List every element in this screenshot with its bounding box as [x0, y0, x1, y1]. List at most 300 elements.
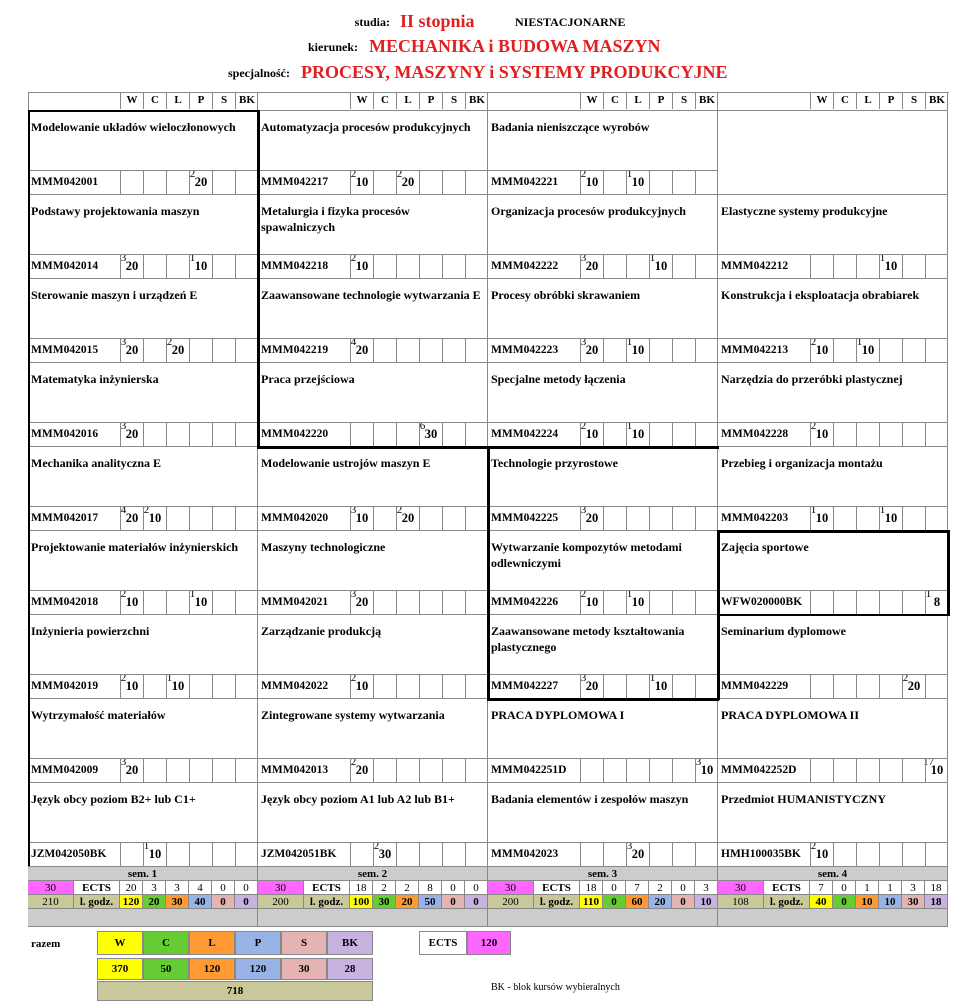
course-hours-c	[603, 254, 626, 278]
semester-hours-w: 120	[120, 895, 143, 909]
course-name: Maszyny technologiczne	[261, 540, 386, 554]
course-hours-bk	[235, 254, 258, 278]
course-hours-p	[189, 758, 212, 782]
course-cell	[28, 447, 258, 531]
course-hours-p	[649, 758, 672, 782]
semester-ects-l: 3	[166, 881, 189, 895]
course-name: Wytrzymałość materiałów	[31, 708, 166, 722]
course-hours-c	[143, 254, 166, 278]
course-hours-p: 10	[649, 674, 672, 698]
razem-header-bk: BK	[327, 931, 373, 955]
semester-ects-total: 30	[718, 881, 764, 895]
course-hours-w: 10	[350, 674, 373, 698]
course-name: Mechanika analityczna E	[31, 456, 162, 470]
course-cell	[488, 111, 718, 195]
course-hours-s	[212, 506, 235, 530]
course-code: MMM042022	[258, 674, 350, 698]
course-hours-bk	[695, 338, 718, 362]
course-hours-w	[810, 674, 833, 698]
course-hours-p	[419, 842, 442, 866]
course-code: MMM042019	[28, 674, 120, 698]
course-ects-w: 2	[810, 420, 817, 432]
course-hours-w	[580, 758, 603, 782]
course-hours-c	[373, 590, 396, 614]
course-code: MMM042219	[258, 338, 350, 362]
course-cell	[258, 195, 488, 279]
course-hours-p	[879, 842, 902, 866]
course-name: Zintegrowane systemy wytwarzania	[261, 708, 445, 722]
course-hours-p	[419, 170, 442, 194]
course-ects-bk: 1	[925, 588, 932, 600]
course-hours-l: 20	[626, 842, 649, 866]
course-code: MMM042222	[488, 254, 580, 278]
course-hours-l	[166, 590, 189, 614]
course-hours-w: 20	[120, 422, 143, 446]
studia-label: studia:	[354, 15, 390, 29]
semester-hours-w: 110	[580, 895, 603, 909]
course-hours-p: 10	[879, 254, 902, 278]
course-hours-bk: 10	[925, 758, 948, 782]
course-ects-p: 1	[649, 672, 656, 684]
course-ects-p: 1	[649, 252, 656, 264]
semester-hours-bk: 18	[925, 895, 948, 909]
course-code: MMM042228	[718, 422, 810, 446]
course-name: Modelowanie układów wieloczłonowych	[31, 120, 236, 134]
course-ects-w: 2	[810, 336, 817, 348]
semester-header-row	[488, 92, 718, 111]
course-name: Metalurgia i fizyka procesów spawalniczych	[261, 204, 410, 234]
course-ects-c: 1	[143, 840, 150, 852]
kierunek-value: MECHANIKA i BUDOWA MASZYN	[369, 36, 661, 56]
course-hours-l	[166, 170, 189, 194]
course-ects-w: 3	[120, 420, 127, 432]
semester-ects-label: ECTS	[74, 881, 120, 895]
course-hours-s	[212, 170, 235, 194]
column-header-l: L	[626, 92, 649, 109]
semester-ects-w: 20	[120, 881, 143, 895]
course-hours-c	[143, 758, 166, 782]
course-code: MMM042018	[28, 590, 120, 614]
course-cell	[258, 699, 488, 783]
course-hours-bk	[465, 590, 488, 614]
course-hours-s	[902, 590, 925, 614]
course-hours-bk	[695, 506, 718, 530]
course-hours-l	[856, 254, 879, 278]
course-ects-w: 3	[580, 252, 587, 264]
block-border	[257, 110, 260, 447]
course-hours-s	[212, 590, 235, 614]
semester-hours-l: 10	[856, 895, 879, 909]
semester-footer-bar	[28, 909, 258, 927]
course-code: MMM042252D	[718, 758, 810, 782]
course-hours-l	[856, 674, 879, 698]
course-name: Zaawansowane technologie wytwarzania E	[261, 288, 481, 302]
course-ects-p: 1	[879, 252, 886, 264]
course-ects-w: 2	[350, 756, 357, 768]
course-ects-w: 3	[350, 588, 357, 600]
semester-hours-w: 100	[350, 895, 373, 909]
course-name: Język obcy poziom A1 lub A2 lub B1+	[261, 792, 455, 806]
course-name: Przedmiot HUMANISTYCZNY	[721, 792, 886, 806]
kierunek-label: kierunek:	[307, 40, 358, 54]
razem-value-l: 120	[189, 958, 235, 980]
course-hours-l	[856, 590, 879, 614]
semester-ects-w: 7	[810, 881, 833, 895]
semester-ects-bk: 3	[695, 881, 718, 895]
course-cell	[718, 783, 948, 867]
semester-hours-p: 50	[419, 895, 442, 909]
course-cell	[718, 615, 948, 699]
course-hours-c	[373, 422, 396, 446]
semester-hours-total: 108	[718, 895, 764, 909]
course-hours-s	[212, 674, 235, 698]
course-hours-p	[649, 590, 672, 614]
course-name: Zajęcia sportowe	[721, 540, 809, 554]
course-hours-bk	[235, 506, 258, 530]
semester-hours-w: 40	[810, 895, 833, 909]
semester-header-row	[28, 92, 258, 111]
course-ects-w: 2	[580, 588, 587, 600]
razem-total: 718	[97, 981, 373, 1001]
course-ects-l: 1	[626, 588, 633, 600]
semester-ects-total: 30	[488, 881, 534, 895]
course-cell	[258, 447, 488, 531]
course-hours-p	[649, 506, 672, 530]
course-hours-l: 10	[626, 338, 649, 362]
semester-ects-c: 3	[143, 881, 166, 895]
block-border	[947, 530, 950, 616]
course-ects-w: 2	[120, 588, 127, 600]
course-ects-l: 2	[396, 504, 403, 516]
column-header-s: S	[442, 92, 465, 109]
course-code: MMM042223	[488, 338, 580, 362]
semester-ects-bk: 0	[465, 881, 488, 895]
course-hours-p: 10	[189, 590, 212, 614]
course-hours-s	[902, 758, 925, 782]
course-hours-s	[902, 254, 925, 278]
course-name: Sterowanie maszyn i urządzeń E	[31, 288, 198, 302]
semester-ects-p: 2	[649, 881, 672, 895]
course-hours-p	[649, 338, 672, 362]
semester-label: sem. 3	[488, 867, 718, 881]
semester-hours-c: 30	[373, 895, 396, 909]
course-cell	[718, 699, 948, 783]
course-hours-l	[856, 842, 879, 866]
course-hours-w	[810, 590, 833, 614]
course-ects-bk: 3	[695, 756, 702, 768]
course-hours-w: 10	[580, 422, 603, 446]
column-header-p: P	[879, 92, 902, 109]
course-code: MMM042224	[488, 422, 580, 446]
course-hours-s	[442, 842, 465, 866]
semester-footer-bar	[488, 909, 718, 927]
course-cell	[28, 699, 258, 783]
column-header-l: L	[396, 92, 419, 109]
course-hours-l	[166, 254, 189, 278]
course-hours-bk	[465, 842, 488, 866]
block-border	[487, 698, 719, 701]
course-hours-p	[879, 674, 902, 698]
course-hours-p	[419, 338, 442, 362]
semester-footer-bar	[258, 909, 488, 927]
semester-hours-s: 0	[212, 895, 235, 909]
semester-ects-p: 4	[189, 881, 212, 895]
course-hours-s	[902, 422, 925, 446]
course-ects-w: 2	[350, 168, 357, 180]
razem-value-w: 370	[97, 958, 143, 980]
course-hours-p: 10	[879, 506, 902, 530]
course-ects-w: 3	[580, 336, 587, 348]
course-name: Technologie przyrostowe	[491, 456, 618, 470]
course-ects-s: 2	[902, 672, 909, 684]
course-cell	[28, 363, 258, 447]
course-name: Modelowanie ustrojów maszyn E	[261, 456, 431, 470]
semester-hours-bk: 0	[465, 895, 488, 909]
course-ects-p: 1	[879, 504, 886, 516]
semester-hours-l: 20	[396, 895, 419, 909]
course-name: Projektowanie materiałów inżynierskich	[31, 540, 239, 554]
razem-value-c: 50	[143, 958, 189, 980]
course-hours-l	[396, 338, 419, 362]
course-hours-l	[626, 758, 649, 782]
course-hours-l: 10	[626, 170, 649, 194]
course-ects-w: 2	[580, 420, 587, 432]
semester-ects-s: 0	[442, 881, 465, 895]
semester-hours-total: 210	[28, 895, 74, 909]
course-hours-p	[189, 674, 212, 698]
course-hours-l: 10	[166, 674, 189, 698]
course-hours-l	[166, 758, 189, 782]
course-hours-s	[442, 170, 465, 194]
course-code: MMM042251D	[488, 758, 580, 782]
course-cell	[28, 531, 258, 615]
course-code: MMM042220	[258, 422, 350, 446]
razem-header-l: L	[189, 931, 235, 955]
course-name: Wytwarzanie kompozytów metodami odlewniczymi	[491, 540, 682, 570]
column-header-c: C	[603, 92, 626, 109]
course-hours-l	[856, 506, 879, 530]
semester-ects-c: 0	[833, 881, 856, 895]
course-hours-p	[879, 338, 902, 362]
semester-hours-p: 20	[649, 895, 672, 909]
semester-ects-total: 30	[28, 881, 74, 895]
course-name: Specjalne metody łączenia	[491, 372, 626, 386]
course-hours-s	[902, 842, 925, 866]
course-hours-p	[649, 842, 672, 866]
course-cell	[258, 615, 488, 699]
course-hours-w	[810, 254, 833, 278]
course-hours-c	[603, 170, 626, 194]
specjalnosc-value: PROCESY, MASZYNY i SYSTEMY PRODUKCYJNE	[301, 62, 728, 82]
semester-hours-label: l. godz.	[74, 895, 120, 909]
course-code: MMM042227	[488, 674, 580, 698]
course-hours-c	[833, 842, 856, 866]
course-name: Język obcy poziom B2+ lub C1+	[31, 792, 196, 806]
course-hours-bk	[695, 422, 718, 446]
course-hours-w: 10	[810, 338, 833, 362]
course-code: MMM042023	[488, 842, 580, 866]
block-border	[487, 446, 490, 700]
course-hours-bk: 10	[695, 758, 718, 782]
course-hours-s	[672, 842, 695, 866]
course-hours-l	[856, 422, 879, 446]
studia-value: II stopnia	[400, 11, 475, 31]
curriculum-grid	[28, 92, 949, 923]
semester-hours-s: 0	[442, 895, 465, 909]
course-code: MMM042020	[258, 506, 350, 530]
course-ects-w: 4	[120, 504, 127, 516]
course-hours-p	[649, 170, 672, 194]
column-header-l: L	[856, 92, 879, 109]
course-code: MMM042021	[258, 590, 350, 614]
course-hours-bk	[695, 254, 718, 278]
course-hours-p	[189, 842, 212, 866]
course-hours-p	[879, 590, 902, 614]
block-border	[28, 110, 30, 866]
course-hours-s	[442, 506, 465, 530]
course-hours-c	[373, 170, 396, 194]
course-hours-s	[672, 254, 695, 278]
course-hours-bk	[465, 422, 488, 446]
course-hours-bk	[925, 422, 948, 446]
course-hours-p	[879, 758, 902, 782]
course-hours-c	[833, 674, 856, 698]
course-ects-p: 6	[419, 420, 426, 432]
course-hours-w: 20	[120, 506, 143, 530]
course-name: Automatyzacja procesów produkcyjnych	[261, 120, 471, 134]
course-cell	[718, 531, 948, 615]
razem-header-c: C	[143, 931, 189, 955]
course-hours-w: 20	[580, 338, 603, 362]
course-hours-l: 10	[626, 422, 649, 446]
course-cell	[258, 279, 488, 363]
column-header-s: S	[672, 92, 695, 109]
semester-hours-c: 20	[143, 895, 166, 909]
course-cell	[258, 783, 488, 867]
course-hours-bk	[695, 674, 718, 698]
course-hours-s: 20	[902, 674, 925, 698]
course-hours-c	[373, 506, 396, 530]
course-name: PRACA DYPLOMOWA I	[491, 708, 625, 722]
course-hours-c	[833, 758, 856, 782]
course-hours-c	[833, 422, 856, 446]
course-cell	[718, 111, 948, 195]
semester-hours-bk: 10	[695, 895, 718, 909]
course-hours-bk	[235, 170, 258, 194]
course-hours-bk	[925, 254, 948, 278]
course-code: MMM042017	[28, 506, 120, 530]
semester-hours-s: 30	[902, 895, 925, 909]
course-hours-l	[166, 506, 189, 530]
semester-hours-p: 40	[189, 895, 212, 909]
course-code: MMM042016	[28, 422, 120, 446]
course-hours-c: 10	[143, 842, 166, 866]
razem-header-p: P	[235, 931, 281, 955]
column-header-s: S	[902, 92, 925, 109]
course-code: MMM042001	[28, 170, 120, 194]
course-hours-c	[833, 506, 856, 530]
course-hours-s	[672, 422, 695, 446]
semester-ects-p: 8	[419, 881, 442, 895]
course-hours-c	[603, 842, 626, 866]
course-ects-c: 2	[143, 504, 150, 516]
course-hours-l	[396, 842, 419, 866]
course-name: Konstrukcja i eksploatacja obrabiarek	[721, 288, 920, 302]
course-code: MMM042217	[258, 170, 350, 194]
razem-value-s: 30	[281, 958, 327, 980]
course-hours-bk	[925, 338, 948, 362]
course-cell	[488, 447, 718, 531]
semester-label: sem. 1	[28, 867, 258, 881]
course-code: MMM042221	[488, 170, 580, 194]
course-hours-p: 30	[419, 422, 442, 446]
course-hours-w: 20	[120, 338, 143, 362]
semester-ects-p: 1	[879, 881, 902, 895]
course-hours-c: 10	[143, 506, 166, 530]
course-name: Zaawansowane metody kształtowania plastycznego	[491, 624, 685, 654]
course-ects-l: 1	[626, 168, 633, 180]
course-hours-w: 10	[580, 590, 603, 614]
course-cell	[718, 195, 948, 279]
course-hours-w: 10	[350, 254, 373, 278]
course-hours-l	[626, 506, 649, 530]
semester-ects-label: ECTS	[764, 881, 810, 895]
course-code: MMM042213	[718, 338, 810, 362]
semester-ects-label: ECTS	[304, 881, 350, 895]
course-hours-bk	[235, 842, 258, 866]
course-name: Organizacja procesów produkcyjnych	[491, 204, 686, 218]
column-header-s: S	[212, 92, 235, 109]
column-header-p: P	[649, 92, 672, 109]
semester-ects-l: 1	[856, 881, 879, 895]
course-cell	[718, 363, 948, 447]
course-cell	[258, 111, 488, 195]
course-hours-l	[396, 758, 419, 782]
course-hours-p	[189, 338, 212, 362]
course-hours-p	[879, 422, 902, 446]
course-name: Seminarium dyplomowe	[721, 624, 847, 638]
course-hours-w: 10	[810, 506, 833, 530]
specjalnosc-label: specjalność:	[228, 66, 290, 80]
semester-ects-total: 30	[258, 881, 304, 895]
semester-ects-s: 0	[212, 881, 235, 895]
course-hours-s	[672, 170, 695, 194]
column-header-p: P	[189, 92, 212, 109]
course-hours-c	[603, 338, 626, 362]
course-hours-s	[442, 338, 465, 362]
course-ects-w: 3	[120, 756, 127, 768]
course-hours-l	[396, 422, 419, 446]
course-hours-l: 20	[166, 338, 189, 362]
course-ects-l: 1	[626, 336, 633, 348]
semester-ects-w: 18	[350, 881, 373, 895]
course-name: Praca przejściowa	[261, 372, 355, 386]
course-ects-w: 1	[810, 504, 817, 516]
course-ects-w: 2	[580, 168, 587, 180]
course-cell	[258, 531, 488, 615]
semester-hours-l: 30	[166, 895, 189, 909]
course-hours-bk	[465, 338, 488, 362]
course-ects-p: 2	[189, 168, 196, 180]
course-code: MMM042009	[28, 758, 120, 782]
course-hours-s	[212, 758, 235, 782]
course-name: Zarządzanie produkcją	[261, 624, 382, 638]
course-hours-bk	[695, 170, 718, 194]
course-hours-l	[166, 422, 189, 446]
course-ects-w: 3	[120, 336, 127, 348]
semester-hours-p: 10	[879, 895, 902, 909]
razem-label: razem	[31, 938, 61, 950]
